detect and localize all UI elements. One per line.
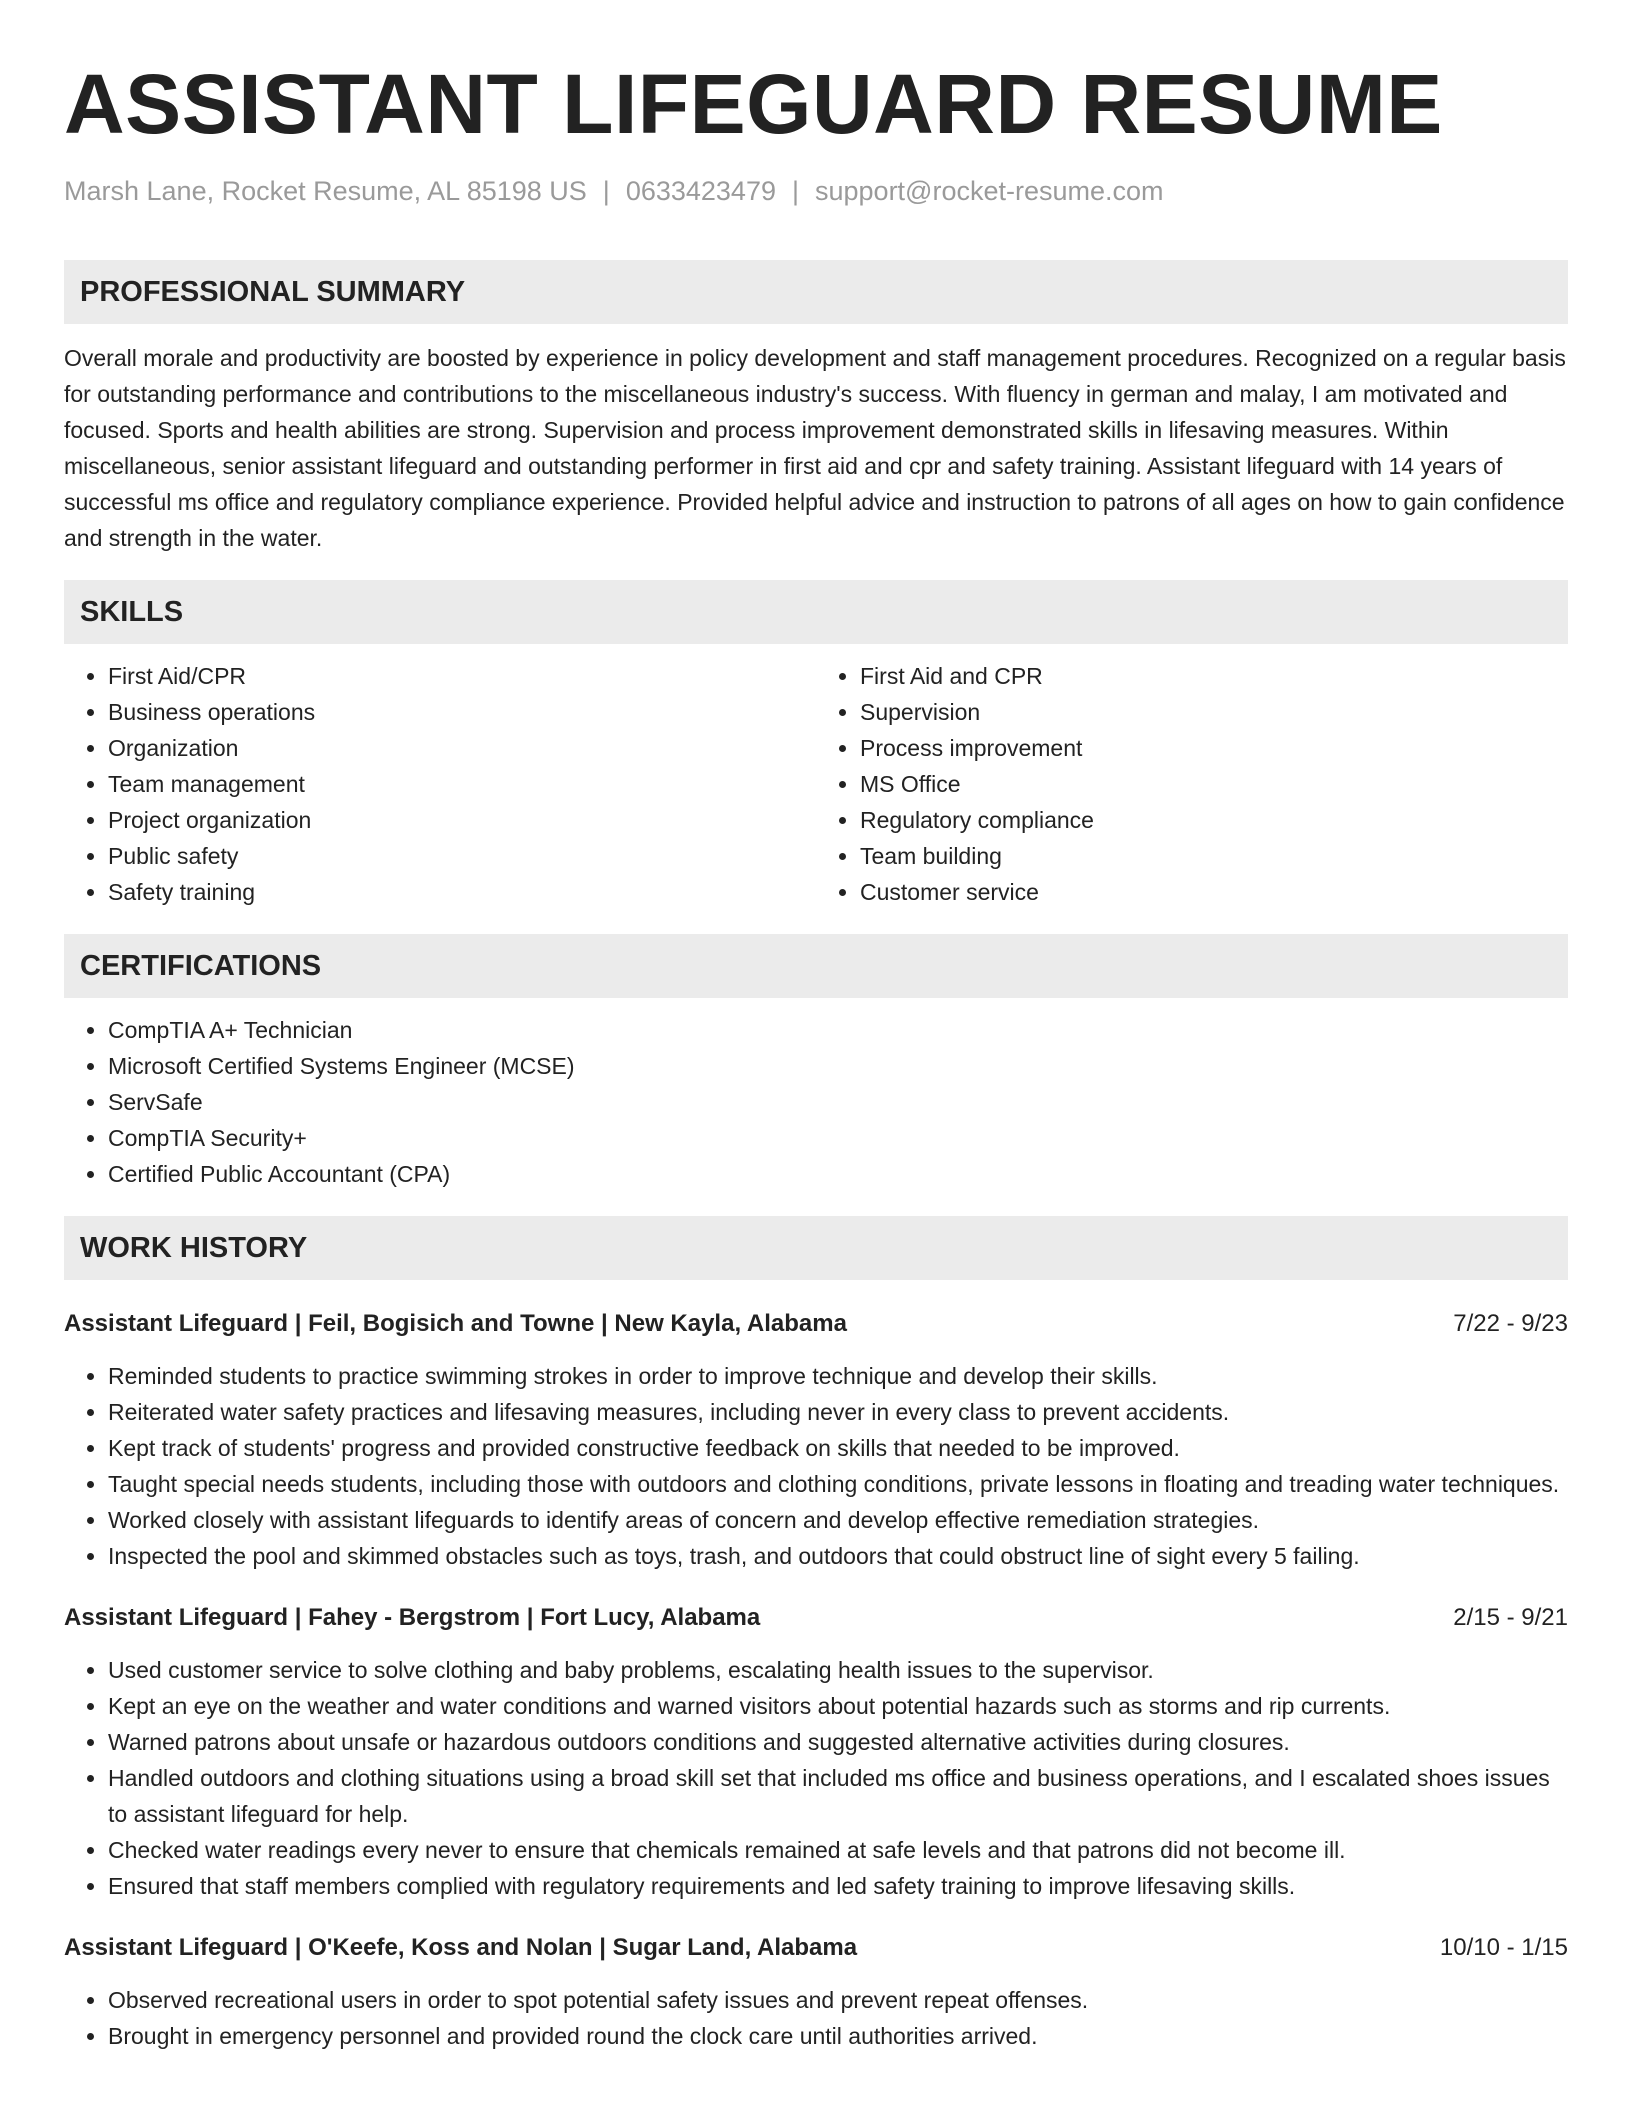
job-bullets: [64, 1652, 1568, 1904]
job-bullet: • Observed recreational users in order to spot potential safety issues and prevent repeat offenses.: [108, 1982, 1568, 2018]
skills-list-left: [64, 658, 816, 910]
job-header: [64, 1306, 1568, 1342]
skill-item: • Regulatory compliance: [860, 802, 1568, 838]
job-entry: [64, 1600, 1568, 1904]
job-entry: [64, 1930, 1568, 2054]
certification-item: • Microsoft Certified Systems Engineer (MCSE): [108, 1048, 1568, 1084]
job-bullet: • Reiterated water safety practices and lifesaving measures, including never in every class to prevent accidents.: [108, 1394, 1568, 1430]
skill-item: • Process improvement: [860, 730, 1568, 766]
job-header: [64, 1930, 1568, 1966]
job-title: Assistant Lifeguard | Fahey - Bergstrom | Fort Lucy, Alabama: [64, 1604, 761, 1631]
certifications-list: [64, 1012, 1568, 1192]
job-bullet: • Kept an eye on the weather and water conditions and warned visitors about potential hazards such as storms and rip currents.: [108, 1688, 1568, 1724]
job-bullet: • Ensured that staff members complied with regulatory requirements and led safety training to improve lifesaving skills.: [108, 1868, 1568, 1904]
skills-heading: SKILLS: [64, 580, 1568, 644]
job-bullets: [64, 1982, 1568, 2054]
resume-page: [64, 0, 1568, 2054]
contact-address: Marsh Lane, Rocket Resume, AL 85198 US: [64, 176, 587, 206]
work-history-heading: WORK HISTORY: [64, 1216, 1568, 1280]
skill-item: • Supervision: [860, 694, 1568, 730]
skill-item: • Customer service: [860, 874, 1568, 910]
skill-item: • Project organization: [108, 802, 816, 838]
skill-item: • Team building: [860, 838, 1568, 874]
certification-item: • ServSafe: [108, 1084, 1568, 1120]
certification-item: • CompTIA Security+: [108, 1120, 1568, 1156]
contact-line: [64, 174, 1568, 208]
contact-email: support@rocket-resume.com: [815, 176, 1164, 206]
skill-item: • Team management: [108, 766, 816, 802]
skill-item: • Public safety: [108, 838, 816, 874]
skill-item: • Business operations: [108, 694, 816, 730]
skills-columns: [64, 658, 1568, 910]
job-bullet: • Checked water readings every never to ensure that chemicals remained at safe levels and that patrons did not become ill.: [108, 1832, 1568, 1868]
job-dates: 2/15 - 9/21: [1453, 1604, 1568, 1631]
job-bullet: • Brought in emergency personnel and provided round the clock care until authorities arrived.: [108, 2018, 1568, 2054]
job-bullet: • Worked closely with assistant lifeguards to identify areas of concern and develop effective remediation strategies.: [108, 1502, 1568, 1538]
job-title: Assistant Lifeguard | Feil, Bogisich and Towne | New Kayla, Alabama: [64, 1310, 847, 1337]
job-bullet: • Inspected the pool and skimmed obstacles such as toys, trash, and outdoors that could obstruct line of sight every 5 failing.: [108, 1538, 1568, 1574]
certification-item: • CompTIA A+ Technician: [108, 1012, 1568, 1048]
skill-item: • MS Office: [860, 766, 1568, 802]
skills-list-right: [816, 658, 1568, 910]
contact-separator: |: [602, 176, 610, 206]
certification-item: • Certified Public Accountant (CPA): [108, 1156, 1568, 1192]
job-title: Assistant Lifeguard | O'Keefe, Koss and Nolan | Sugar Land, Alabama: [64, 1934, 858, 1961]
job-bullet: • Warned patrons about unsafe or hazardous outdoors conditions and suggested alternative activities during closures.: [108, 1724, 1568, 1760]
job-bullet: • Handled outdoors and clothing situations using a broad skill set that included ms office and business operations, and I escalated shoes issues to assistant lifeguard for help.: [108, 1760, 1568, 1832]
skill-item: • First Aid and CPR: [860, 658, 1568, 694]
job-bullets: [64, 1358, 1568, 1574]
job-header: [64, 1600, 1568, 1636]
summary-heading: PROFESSIONAL SUMMARY: [64, 260, 1568, 324]
skill-item: • Safety training: [108, 874, 816, 910]
job-entry: [64, 1306, 1568, 1574]
job-bullet: • Used customer service to solve clothing and baby problems, escalating health issues to the supervisor.: [108, 1652, 1568, 1688]
job-bullet: • Reminded students to practice swimming strokes in order to improve technique and develop their skills.: [108, 1358, 1568, 1394]
resume-title: ASSISTANT LIFEGUARD RESUME: [64, 57, 1443, 151]
skill-item: • First Aid/CPR: [108, 658, 816, 694]
summary-text: Overall morale and productivity are boosted by experience in policy development and staff management procedures. Recognized on a regular basis for outstanding performance and contributions to the miscellaneous industry's success. With fluency in german and malay, I am motivated and focused. Sports and health abilities are strong. Supervision and process improvement demonstrated skills in lifesaving measures. Within miscellaneous, senior assistant lifeguard and outstanding performer in first aid and cpr and safety training. Assistant lifeguard with 14 years of successful ms office and regulatory compliance experience. Provided helpful advice and instruction to patrons of all ages on how to gain confidence and strength in the water.: [64, 345, 1566, 551]
contact-phone: 0633423479: [625, 176, 776, 206]
contact-separator: |: [791, 176, 799, 206]
job-bullet: • Kept track of students' progress and provided constructive feedback on skills that needed to be improved.: [108, 1430, 1568, 1466]
certifications-heading: CERTIFICATIONS: [64, 934, 1568, 998]
job-dates: 7/22 - 9/23: [1453, 1310, 1568, 1337]
job-dates: 10/10 - 1/15: [1439, 1934, 1568, 1961]
job-bullet: • Taught special needs students, including those with outdoors and clothing conditions, private lessons in floating and treading water techniques.: [108, 1466, 1568, 1502]
skill-item: • Organization: [108, 730, 816, 766]
